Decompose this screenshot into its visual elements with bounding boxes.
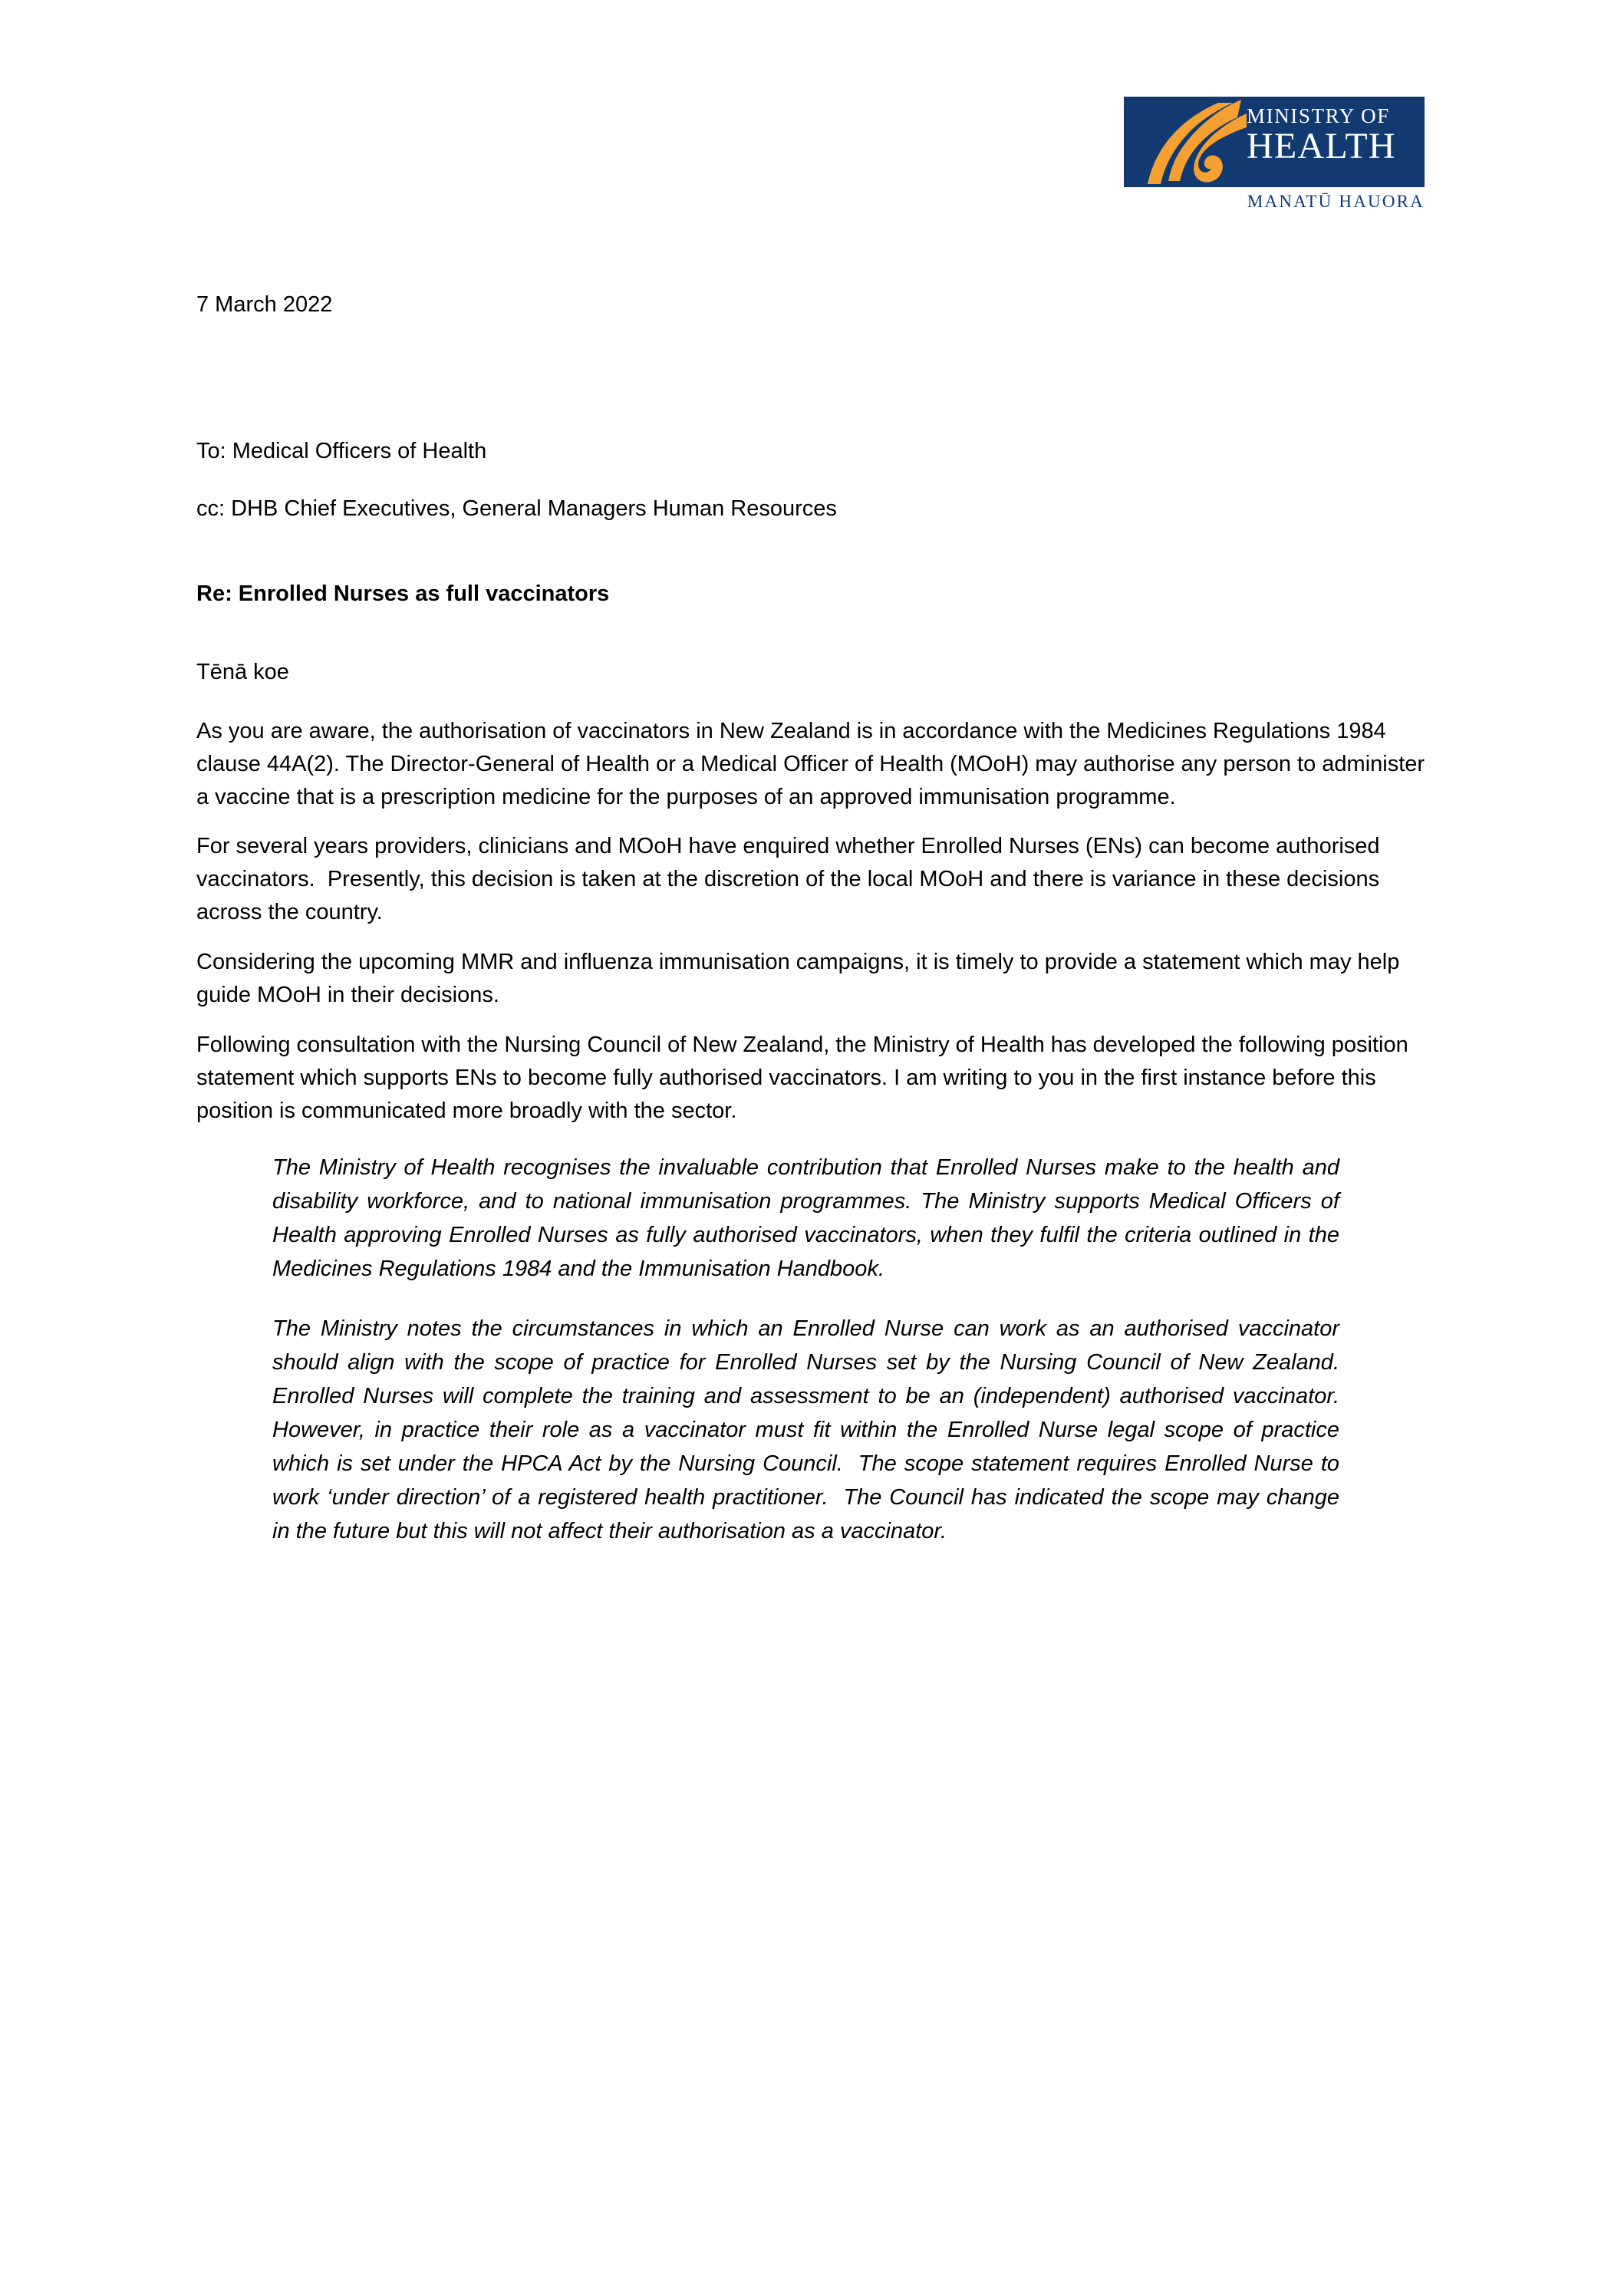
logo-navy-panel: [1124, 97, 1425, 187]
quote-paragraph: The Ministry of Health recognises the invaluable contribution that Enrolled Nurses make to the health and disability workforce, and to national immunisation programmes. The Ministry supports Medical Officers of Health approving Enrolled Nurses as fully authorised vaccinators, when they fulfil the criteria outlined in the Medicines Regulations 1984 and the Immunisation Handbook.: [272, 1155, 1346, 1281]
body-paragraph: Considering the upcoming MMR and influenza immunisation campaigns, it is timely to provide a statement which may help guide MOoH in their decisions.: [196, 950, 1406, 1008]
greeting-line: Tēnā koe: [196, 659, 289, 684]
quote-paragraph: The Ministry notes the circumstances in which an Enrolled Nurse can work as an authorised vaccinator should align with the scope of practice for Enrolled Nurses set by the Nursing Council of New Zealand. Enrolled Nurses will complete the training and assessment to be an (independent) authorised vaccinator. However, in practice their role as a vaccinator must fit within the Enrolled Nurse legal scope of practice which is set under the HPCA Act by the Nursing Council. The scope statement requires Enrolled Nurse to work ‘under direction’ of a registered health practitioner. The Council has indicated the scope may change in the future but this will not affect their authorisation as a vaccinator.: [272, 1316, 1352, 1544]
logo-ministry-text: MINISTRY OF: [1247, 104, 1390, 127]
body-paragraph: Following consultation with the Nursing Council of New Zealand, the Ministry of Health has developed the following position statement which supports ENs to become fully authorised vaccinators. I am writing to you in the first instance before this position is communicated more broadly with the sector.: [196, 1032, 1415, 1123]
position-statement-quote: [196, 1151, 1428, 1549]
koru-spiral-icon: [1132, 98, 1247, 186]
letter-body: [196, 290, 1431, 1549]
subject-line: Re: Enrolled Nurses as full vaccinators: [196, 581, 610, 607]
spacer: [196, 687, 1428, 715]
logo-health-text: HEALTH: [1247, 126, 1396, 166]
spacer: [196, 320, 1428, 436]
body-paragraph: For several years providers, clinicians and MOoH have enquired whether Enrolled Nurses (ENs) can become authorised vaccinators. Presently, this decision is taken at the discretion of the local MOoH and there is variance in these decisions across the country.: [196, 834, 1386, 925]
cc-line: cc: DHB Chief Executives, General Managers Human Resources: [196, 496, 837, 522]
logo-tagline: MANATŪ HAUORA: [1247, 192, 1425, 211]
recipient-line: To: Medical Officers of Health: [196, 439, 487, 464]
spacer: [196, 552, 1428, 579]
logo-wordmark: [1247, 106, 1420, 165]
ministry-of-health-logo: [1124, 97, 1425, 212]
spacer: [196, 610, 1428, 657]
letter-date: 7 March 2022: [196, 292, 333, 317]
body-paragraph: As you are aware, the authorisation of vaccinators in New Zealand is in accordance with the Medicines Regulations 1984 clause 44A(2). The Director-General of Health or a Medical Officer of Health (MOoH) may authorise any person to administer a vaccine that is a prescription medicine for the purposes of an approved immunisation programme.: [196, 718, 1431, 809]
